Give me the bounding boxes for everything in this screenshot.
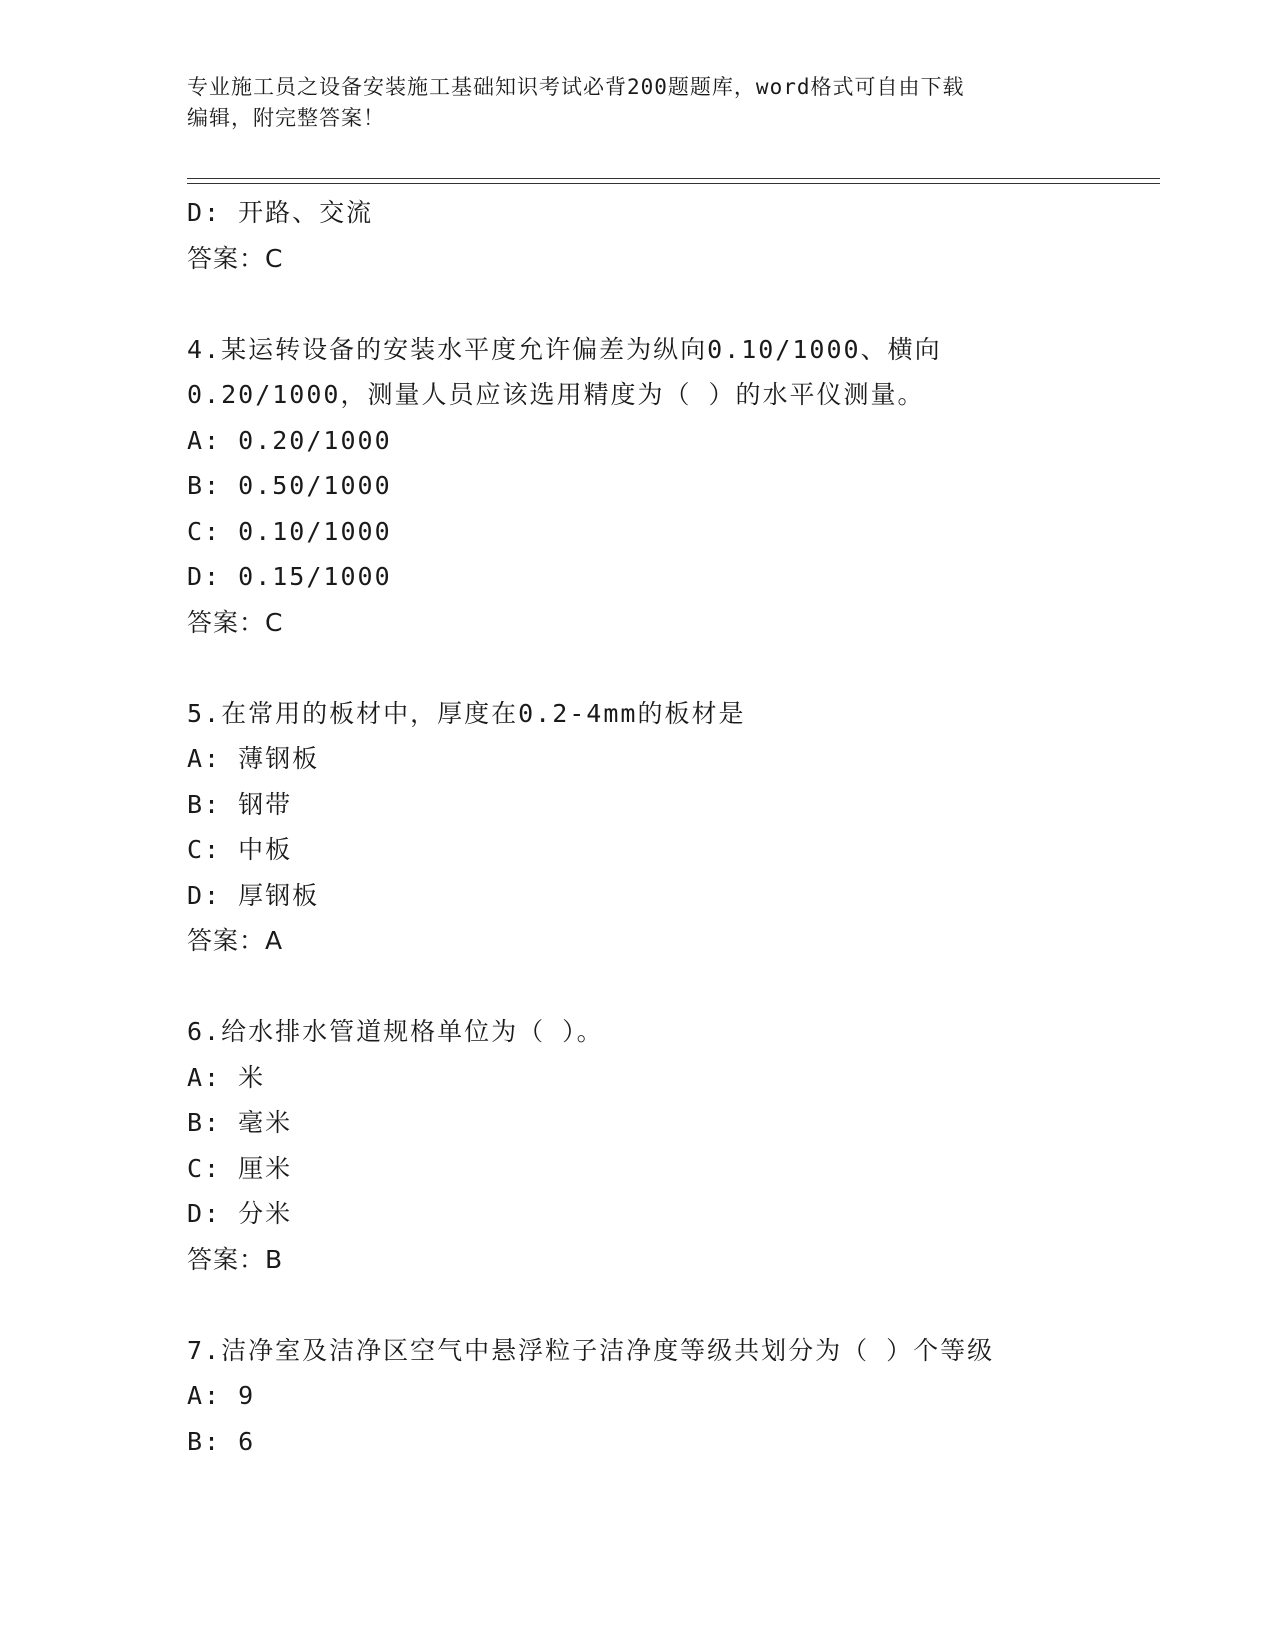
header-title-line-2: 编辑，附完整答案！ xyxy=(187,106,385,130)
page-header xyxy=(187,72,1087,134)
option-a: A: 米 xyxy=(187,1062,266,1092)
option-a: A: 0.20/1000 xyxy=(187,425,392,455)
question-7 xyxy=(187,1328,1147,1465)
question-stem-line-1: 6.给水排水管道规格单位为（ ）。 xyxy=(187,1017,604,1046)
document-body xyxy=(187,190,1147,1464)
header-title-line-1: 专业施工员之设备安装施工基础知识考试必背200题题库，word格式可自由下载 xyxy=(187,75,965,99)
question-stem-line-1: 4.某运转设备的安装水平度允许偏差为纵向0.10/1000、横向 xyxy=(187,334,942,364)
answer: 答案：B xyxy=(187,1244,284,1274)
spacer xyxy=(187,645,1147,691)
option-a: A: 9 xyxy=(187,1381,256,1410)
option-d: D: 开路、交流 xyxy=(187,198,374,227)
option-c: C: 0.10/1000 xyxy=(187,516,392,546)
question-3-fragment xyxy=(187,190,1147,281)
question-4 xyxy=(187,327,1147,646)
option-d: D: 分米 xyxy=(187,1199,293,1228)
spacer xyxy=(187,964,1147,1010)
header-divider xyxy=(187,178,1160,184)
question-stem-line-2: 0.20/1000，测量人员应该选用精度为（ ）的水平仪测量。 xyxy=(187,380,925,409)
option-b: B: 钢带 xyxy=(187,789,293,819)
option-d: D: 0.15/1000 xyxy=(187,562,392,591)
question-stem-line-1: 5.在常用的板材中，厚度在0.2-4mm的板材是 xyxy=(187,698,746,728)
answer: 答案：A xyxy=(187,926,284,955)
question-5 xyxy=(187,691,1147,964)
option-a: A: 薄钢板 xyxy=(187,744,320,773)
option-c: C: 厘米 xyxy=(187,1153,293,1183)
option-b: B: 毫米 xyxy=(187,1108,293,1137)
option-d: D: 厚钢板 xyxy=(187,880,320,910)
question-stem-line-1: 7.洁净室及洁净区空气中悬浮粒子洁净度等级共划分为（ ）个等级 xyxy=(187,1335,995,1365)
spacer xyxy=(187,281,1147,327)
option-c: C: 中板 xyxy=(187,835,293,864)
spacer xyxy=(187,1282,1147,1328)
option-b: B: 6 xyxy=(187,1426,256,1456)
question-6 xyxy=(187,1009,1147,1282)
option-b: B: 0.50/1000 xyxy=(187,471,392,500)
answer: 答案：C xyxy=(187,607,284,637)
answer: 答案：C xyxy=(187,243,284,273)
